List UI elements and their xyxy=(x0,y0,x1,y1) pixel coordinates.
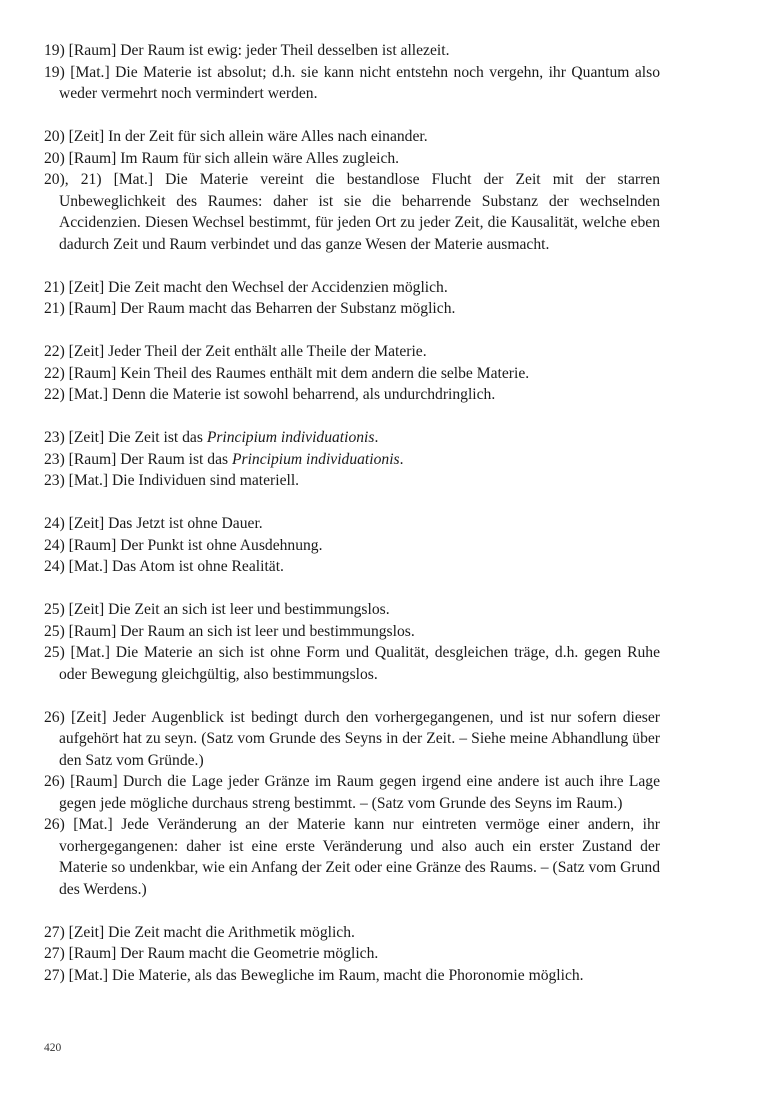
entry-24-zeit: 24) [Zeit] Das Jetzt ist ohne Dauer. xyxy=(44,515,263,532)
group-25 xyxy=(44,599,660,685)
entry-25-zeit: 25) [Zeit] Die Zeit an sich ist leer und bestimmungslos. xyxy=(44,601,390,618)
entry-23-raum: 23) [Raum] Der Raum ist das Principium individuationis. xyxy=(44,450,404,468)
entry-27-raum: 27) [Raum] Der Raum macht die Geometrie möglich. xyxy=(44,945,379,962)
page-number: 420 xyxy=(44,1042,62,1054)
italic-term: Principium individuationis xyxy=(231,450,400,468)
group-23 xyxy=(44,427,660,492)
entry-25-mat: 25) [Mat.] Die Materie an sich ist ohne Form und Qualität, desgleichen träge, d.h. gegen Ruhe oder Bewegung gleichgültig, also bestimmungslos. xyxy=(44,644,660,683)
group-20 xyxy=(44,126,660,255)
entry-22-mat: 22) [Mat.] Denn die Materie ist sowohl beharrend, als undurchdringlich. xyxy=(44,386,496,403)
entry-26-raum: 26) [Raum] Durch die Lage jeder Gränze im Raum gegen irgend eine andere ist auch ihre Lage gegen jede mögliche durchaus streng bestimmt. – (Satz vom Grunde des Seyns im Raum.) xyxy=(44,773,660,812)
main-text xyxy=(44,40,660,1008)
group-19 xyxy=(44,40,660,105)
entry-27-mat: 27) [Mat.] Die Materie, als das Bewegliche im Raum, macht die Phoronomie möglich. xyxy=(44,966,584,984)
entry-20-21-mat: 20), 21) [Mat.] Die Materie vereint die bestandlose Flucht der Zeit mit der starren Unbeweglichkeit des Raumes: daher ist sie die beharrende Substanz der wechselnden Accidenzien. Diesen Wechsel bestimmt, für jeden Ort zu jeder Zeit, die Kausalität, welche eben dadurch Zeit und Raum verbindet und das ganze Wesen der Materie ausmacht. xyxy=(44,171,660,253)
group-21 xyxy=(44,277,660,320)
group-26 xyxy=(44,707,660,901)
entry-21-raum: 21) [Raum] Der Raum macht das Beharren der Substanz möglich. xyxy=(44,300,456,317)
group-22 xyxy=(44,341,660,406)
italic-term: Principium individuationis xyxy=(206,429,375,446)
entry-19-raum: 19) [Raum] Der Raum ist ewig: jeder Theil desselben ist allezeit. xyxy=(44,42,450,59)
entry-21-zeit: 21) [Zeit] Die Zeit macht den Wechsel der Accidenzien möglich. xyxy=(44,278,448,296)
entry-19-mat: 19) [Mat.] Die Materie ist absolut; d.h. sie kann nicht entstehn noch vergehn, ihr Quantum also weder vermehrt noch vermindert werden. xyxy=(44,63,660,102)
entry-20-zeit: 20) [Zeit] In der Zeit für sich allein wäre Alles nach einander. xyxy=(44,128,428,145)
entry-23-zeit: 23) [Zeit] Die Zeit ist das Principium individuationis. xyxy=(44,429,379,446)
entry-24-raum: 24) [Raum] Der Punkt ist ohne Ausdehnung. xyxy=(44,536,323,554)
entry-26-mat: 26) [Mat.] Jede Veränderung an der Materie kann nur eintreten vermöge einer andern, ihr vorhergegangenen: daher ist eine erste Veränderung und also auch ein erster Zustand der Materie so undenkbar, wie ein Anfang der Zeit oder eine Gränze des Raums. – (Satz vom Grund des Werdens.) xyxy=(44,816,660,898)
entry-20-raum: 20) [Raum] Im Raum für sich allein wäre Alles zugleich. xyxy=(44,149,400,167)
entry-25-raum: 25) [Raum] Der Raum an sich ist leer und bestimmungslos. xyxy=(44,622,415,640)
group-27 xyxy=(44,922,660,987)
entry-23-mat: 23) [Mat.] Die Individuen sind materiell. xyxy=(44,472,300,489)
entry-22-raum: 22) [Raum] Kein Theil des Raumes enthält mit dem andern die selbe Materie. xyxy=(44,364,530,382)
entry-22-zeit: 22) [Zeit] Jeder Theil der Zeit enthält alle Theile der Materie. xyxy=(44,343,427,360)
entry-27-zeit: 27) [Zeit] Die Zeit macht die Arithmetik möglich. xyxy=(44,923,355,941)
entry-24-mat: 24) [Mat.] Das Atom ist ohne Realität. xyxy=(44,558,284,575)
group-24 xyxy=(44,513,660,578)
entry-26-zeit: 26) [Zeit] Jeder Augenblick ist bedingt durch den vorhergegangenen, und ist nur sofern dieser aufgehört hat zu seyn. (Satz vom Grunde des Seyns in der Zeit. – Siehe meine Abhandlung über den Satz vom Gründe.) xyxy=(44,708,660,769)
